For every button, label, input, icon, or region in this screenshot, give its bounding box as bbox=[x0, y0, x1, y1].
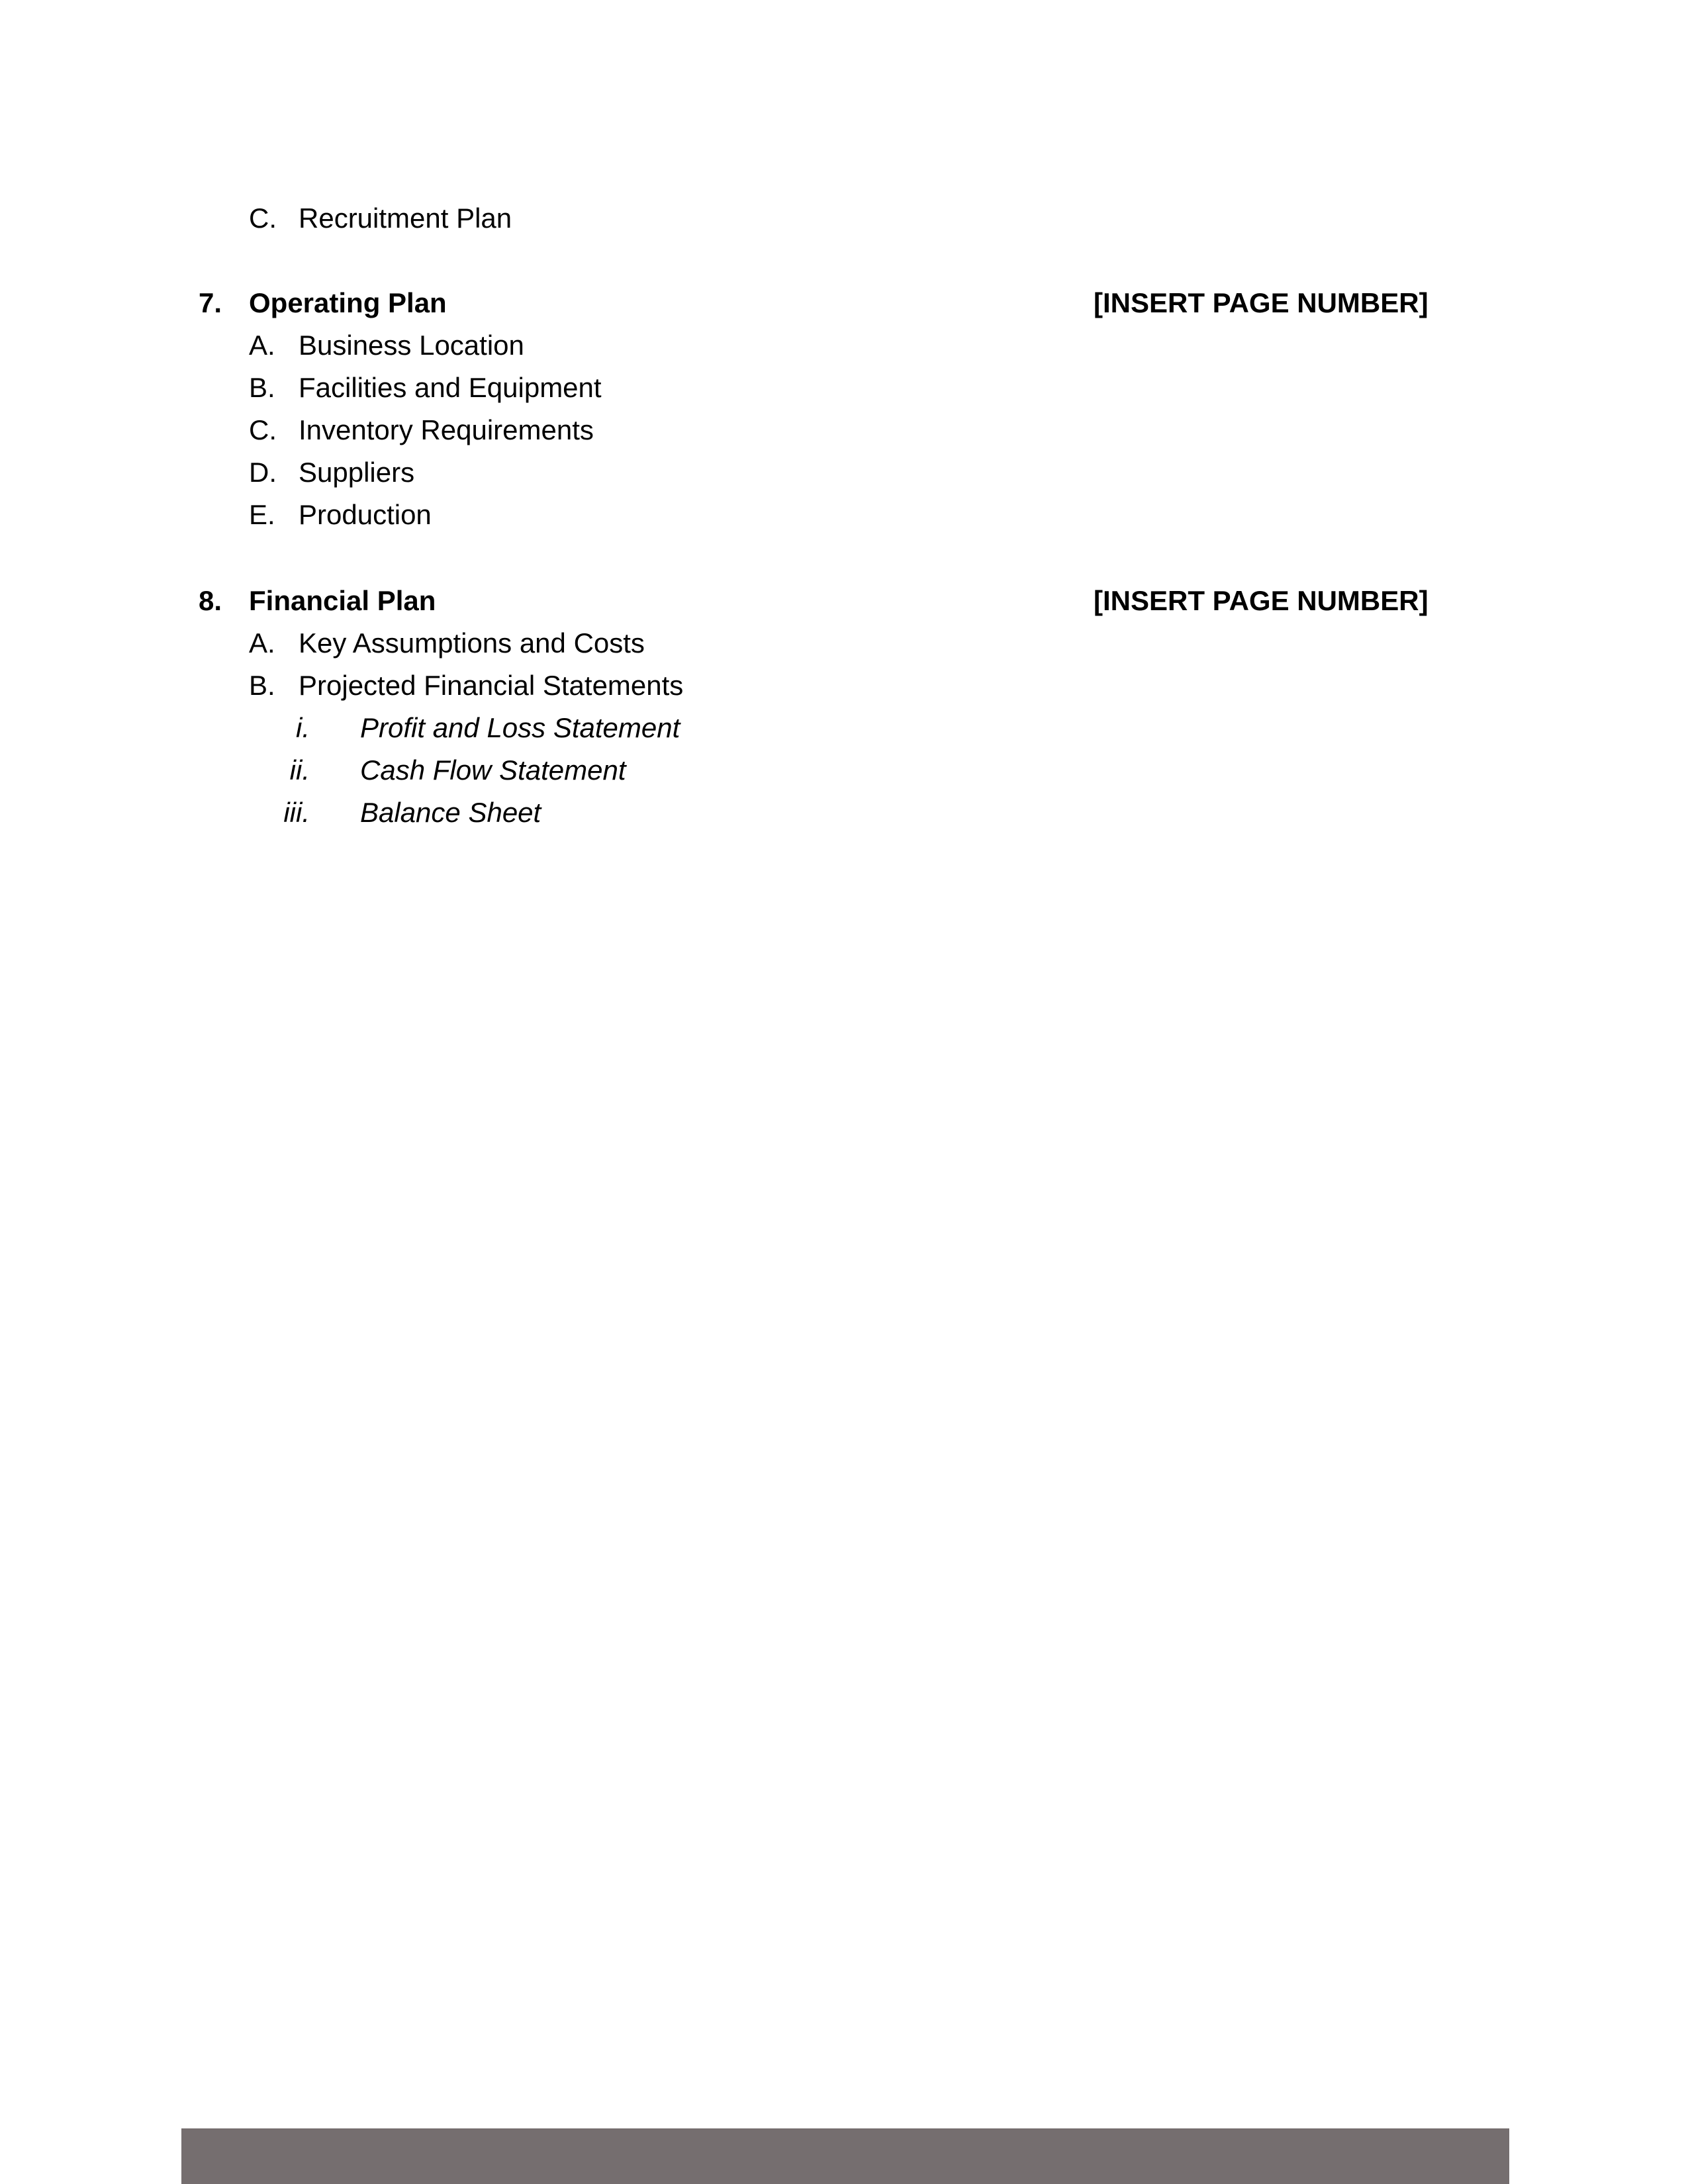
toc-subitem-marker: ii. bbox=[289, 754, 310, 786]
section-number: 7. bbox=[199, 287, 222, 318]
toc-item-label: Recruitment Plan bbox=[299, 203, 512, 234]
toc-item-marker: C. bbox=[249, 203, 277, 234]
section-number: 8. bbox=[199, 585, 222, 616]
section-title: Financial Plan bbox=[249, 585, 436, 616]
toc-item-marker: D. bbox=[249, 457, 277, 488]
toc-item-label: Projected Financial Statements bbox=[299, 670, 684, 701]
toc-item-marker: A. bbox=[249, 627, 275, 659]
toc-item-label: Key Assumptions and Costs bbox=[299, 627, 645, 659]
toc-item-marker: C. bbox=[249, 414, 277, 445]
toc-item-label: Production bbox=[299, 499, 432, 530]
toc-item-marker: B. bbox=[249, 372, 275, 403]
section-title: Operating Plan bbox=[249, 287, 447, 318]
toc-item-label: Inventory Requirements bbox=[299, 414, 594, 445]
toc-item-label: Suppliers bbox=[299, 457, 415, 488]
toc-subitem-label: Cash Flow Statement bbox=[360, 754, 626, 786]
toc-item-marker: B. bbox=[249, 670, 275, 701]
toc-subitem-marker: iii. bbox=[283, 797, 310, 828]
toc-subitem-label: Profit and Loss Statement bbox=[360, 712, 680, 743]
toc-item-label: Business Location bbox=[299, 330, 524, 361]
toc-item-marker: E. bbox=[249, 499, 275, 530]
section-page-ref: [INSERT PAGE NUMBER] bbox=[1094, 287, 1429, 318]
footer-bar bbox=[181, 2128, 1509, 2184]
toc-subitem-marker: i. bbox=[296, 712, 310, 743]
section-page-ref: [INSERT PAGE NUMBER] bbox=[1094, 585, 1429, 616]
toc-item-label: Facilities and Equipment bbox=[299, 372, 602, 403]
toc-subitem-label: Balance Sheet bbox=[360, 797, 541, 828]
toc-item-marker: A. bbox=[249, 330, 275, 361]
